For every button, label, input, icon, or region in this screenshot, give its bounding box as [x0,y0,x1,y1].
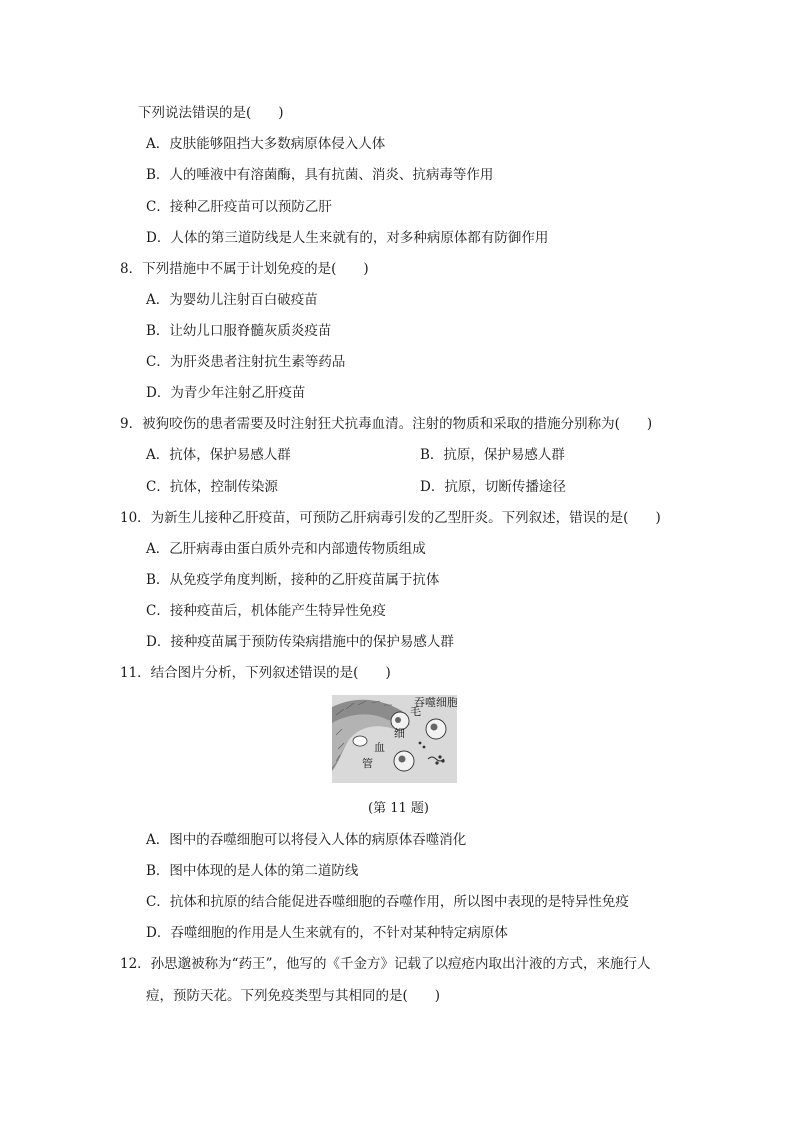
q8-option-b: B．让幼儿口服脊髓灰质炎疫苗 [146,323,332,339]
q11-option-a: A．图中的吞噬细胞可以将侵入人体的病原体吞噬消化 [146,832,467,848]
q11-option-d: D．吞噬细胞的作用是人生来就有的，不针对某种特定病原体 [146,925,508,941]
capillary-label-1: 毛 [410,705,421,718]
q8-option-d: D．为青少年注射乙肝疫苗 [146,385,306,401]
q7-option-c: C．接种乙肝疫苗可以预防乙肝 [146,199,332,215]
q8-option-a: A．为婴幼儿注射百白破疫苗 [146,292,318,308]
q10-option-b: B．从免疫学角度判断，接种的乙肝疫苗属于抗体 [146,572,440,588]
q11-option-b: B．图中体现的是人体的第二道防线 [146,863,359,879]
capillary-label-2: 细 [394,727,405,740]
phagocyte-label: 吞噬细胞 [414,696,457,709]
q9-option-c: C．抗体，控制传染源 [146,479,278,495]
q10-option-c: C．接种疫苗后，机体能产生特异性免疫 [146,603,386,619]
q8-option-c: C．为肝炎患者注射抗生素等药品 [146,354,346,370]
q7-option-d: D．人体的第三道防线是人生来就有的，对多种病原体都有防御作用 [146,230,549,246]
q9-option-a: A．抗体，保护易感人群 [146,447,291,463]
figure-caption: (第 11 题) [368,801,429,816]
q12-stem-line-2: 痘，预防天花。下列免疫类型与其相同的是( ) [146,988,441,1004]
q10-option-d: D．接种疫苗属于预防传染病措施中的保护易感人群 [146,634,454,650]
q9-option-d: D．抗原，切断传播途径 [420,479,566,495]
capillary-label-3: 血 [374,741,385,754]
q11-option-c: C．抗体和抗原的结合能促进吞噬细胞的吞噬作用，所以图中表现的是特异性免疫 [146,894,629,910]
q7-stem: 下列说法错误的是( ) [138,105,284,121]
q7-option-b: B．人的唾液中有溶菌酶，具有抗菌、消炎、抗病毒等作用 [146,167,494,183]
q9-option-b: B．抗原，保护易感人群 [420,447,565,463]
phagocyte-figure [332,695,457,783]
capillary-label-4: 管 [362,757,373,770]
q7-option-a: A．皮肤能够阻挡大多数病原体侵入人体 [146,136,386,152]
q8-stem: 8．下列措施中不属于计划免疫的是( ) [120,261,369,277]
q10-stem: 10．为新生儿接种乙肝疫苗，可预防乙肝病毒引发的乙型肝炎。下列叙述，错误的是( ) [120,510,661,526]
q11-stem: 11．结合图片分析，下列叙述错误的是( ) [120,665,391,681]
q10-option-a: A．乙肝病毒由蛋白质外壳和内部遗传物质组成 [146,541,426,557]
q12-stem-line-1: 12．孙思邈被称为“药王”，他写的《千金方》记载了以痘疮内取出汁液的方式，来施行人 [120,956,651,972]
q9-stem: 9．被狗咬伤的患者需要及时注射狂犬抗毒血清。注射的物质和采取的措施分别称为( ) [120,416,653,432]
